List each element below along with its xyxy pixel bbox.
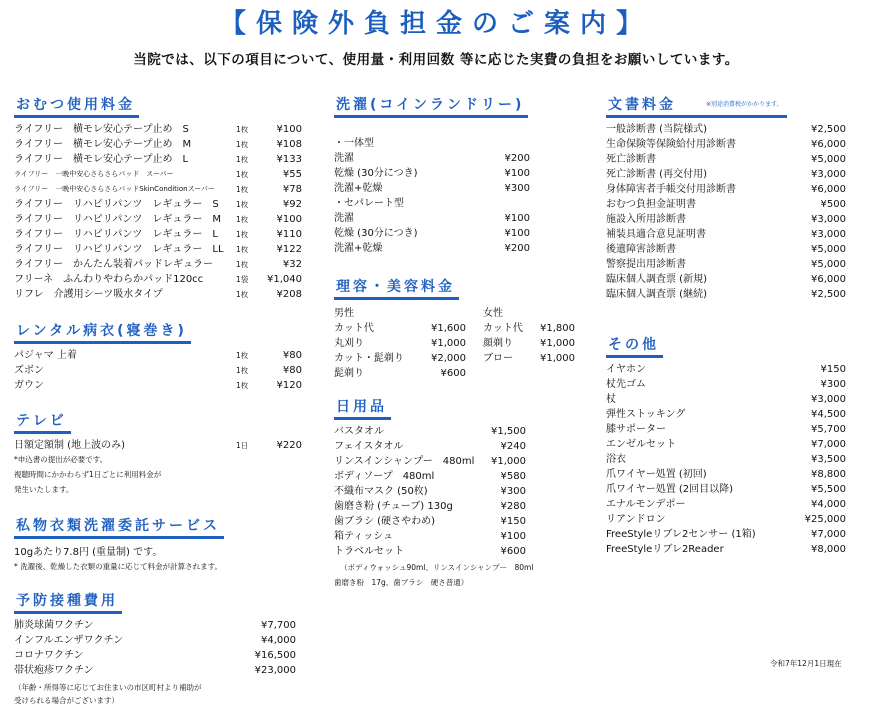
- item-name: 不織布マスク (50枚): [334, 486, 428, 497]
- item-price: ¥23,000: [254, 665, 296, 676]
- other-heading: その他: [606, 336, 663, 358]
- tv-note: *申込書の提出が必要です。: [14, 455, 108, 464]
- laundry-service-heading: 私物衣類洗濯委託サービス: [14, 517, 224, 539]
- item-price: ¥4,000: [811, 499, 846, 510]
- item-unit: 1日: [236, 441, 249, 450]
- item-price: ¥600: [500, 546, 526, 557]
- item-price: ¥78: [282, 184, 302, 195]
- list-item: [14, 152, 314, 167]
- item-name: ブロー: [483, 353, 513, 364]
- list-item: [606, 422, 846, 437]
- item-price: ¥122: [276, 244, 302, 255]
- list-item: [334, 469, 574, 484]
- item-name: フリーネ ふんわりやわらかパッド120cc: [14, 274, 204, 285]
- item-name: ライフリー リハビリパンツ レギュラー L: [14, 229, 218, 240]
- list-item: [14, 167, 314, 182]
- item-name: 臨床個人調査票 (継続): [606, 289, 707, 300]
- list-item: [14, 272, 314, 287]
- item-price: ¥2,500: [811, 289, 846, 300]
- item-price: ¥100: [276, 124, 302, 135]
- list-item: [14, 438, 314, 453]
- item-price: ¥150: [500, 516, 526, 527]
- item-name: FreeStyleリブレ2Reader: [606, 544, 724, 555]
- item-price: ¥6,000: [811, 274, 846, 285]
- item-price: ¥280: [500, 501, 526, 512]
- list-item: [14, 242, 314, 257]
- item-name: 爪ワイヤー処置 (初回): [606, 469, 707, 480]
- daily-note: 歯磨き粉 17g、歯ブラシ 硬さ普通）: [334, 578, 469, 587]
- list-item: [606, 392, 846, 407]
- item-unit: 1枚: [236, 185, 249, 194]
- daily-section: [334, 396, 574, 589]
- item-price: ¥5,000: [811, 154, 846, 165]
- item-price: ¥110: [276, 229, 302, 240]
- item-name: 浴衣: [606, 454, 626, 465]
- item-price: ¥6,000: [811, 139, 846, 150]
- tv-note: 発生いたします。: [14, 485, 74, 494]
- item-name: エンゼルセット: [606, 439, 676, 450]
- item-price: ¥3,500: [811, 454, 846, 465]
- item-name: 丸刈り: [334, 338, 364, 349]
- item-name: ボディソープ 480ml: [334, 471, 435, 482]
- item-price: ¥5,000: [811, 244, 846, 255]
- item-price: ¥5,500: [811, 484, 846, 495]
- list-item: [14, 227, 314, 242]
- item-name: ライフリー 一晩中安心さらさらパッドSkinConditionスーパー: [14, 185, 215, 193]
- diaper-section: [14, 94, 314, 302]
- list-item: [334, 366, 466, 381]
- item-price: ¥580: [500, 471, 526, 482]
- item-name: インフルエンザワクチン: [14, 635, 124, 646]
- item-price: ¥55: [282, 169, 302, 180]
- list-item: [606, 197, 846, 212]
- list-item: [606, 497, 846, 512]
- other-section: [606, 334, 846, 557]
- list-item: [334, 544, 574, 559]
- item-name: 洗濯+乾燥: [334, 183, 383, 194]
- list-item: [483, 336, 575, 351]
- list-item: [334, 351, 466, 366]
- list-item: [14, 348, 314, 363]
- item-unit: 1枚: [236, 215, 249, 224]
- list-item: [334, 499, 574, 514]
- item-price: ¥1,000: [540, 353, 575, 364]
- item-unit: 1袋: [236, 275, 249, 284]
- item-price: ¥1,800: [540, 323, 575, 334]
- item-name: 日額定額制 (地上波のみ): [14, 440, 125, 451]
- list-item: [14, 633, 314, 648]
- item-name: 杖先ゴム: [606, 379, 646, 390]
- item-name: コロナワクチン: [14, 650, 84, 661]
- list-item: [606, 452, 846, 467]
- barber-male-list: [334, 321, 466, 381]
- list-item: [334, 336, 466, 351]
- list-item: [606, 437, 846, 452]
- item-price: ¥300: [504, 183, 530, 194]
- item-name: 施設入所用診断書: [606, 214, 686, 225]
- item-name: ライフリー 横モレ安心テープ止め S: [14, 124, 189, 135]
- list-item: [334, 211, 534, 226]
- list-item: [606, 512, 846, 527]
- item-name: ライフリー かんたん装着パッドレギュラー: [14, 259, 213, 270]
- documents-heading: [606, 96, 787, 118]
- coin-laundry-section: [334, 94, 534, 256]
- vaccine-heading: 予防接種費用: [14, 592, 122, 614]
- item-price: ¥220: [276, 440, 302, 451]
- item-price: ¥80: [282, 350, 302, 361]
- item-name: 乾燥 (30分につき): [334, 228, 418, 239]
- list-item: [606, 482, 846, 497]
- item-price: ¥133: [276, 154, 302, 165]
- item-price: ¥100: [504, 228, 530, 239]
- list-item: [483, 351, 575, 366]
- item-name: リアンドロン: [606, 514, 666, 525]
- list-item: [14, 663, 314, 678]
- item-name: 洗濯: [334, 153, 354, 164]
- laundry-service-text: 10gあたり7.8円 (重量制) です。: [14, 547, 163, 558]
- daily-heading: 日用品: [334, 398, 391, 420]
- list-item: [606, 242, 846, 257]
- list-item: [334, 454, 574, 469]
- item-name: リフレ 介護用シーツ吸水タイプ: [14, 289, 163, 300]
- item-price: ¥100: [500, 531, 526, 542]
- list-item: [14, 182, 314, 197]
- list-item: [334, 241, 534, 256]
- item-name: 臨床個人調査票 (新規): [606, 274, 707, 285]
- item-name: 乾燥 (30分につき): [334, 168, 418, 179]
- item-name: 肺炎球菌ワクチン: [14, 620, 94, 631]
- item-price: ¥3,000: [811, 214, 846, 225]
- item-price: ¥3,000: [811, 229, 846, 240]
- item-name: 歯磨き粉 (チューブ) 130g: [334, 501, 453, 512]
- list-item: [14, 648, 314, 663]
- item-name: 警察提出用診断書: [606, 259, 686, 270]
- diaper-list: [14, 122, 314, 302]
- list-item: [14, 378, 314, 393]
- list-item: [334, 226, 534, 241]
- item-price: ¥100: [504, 213, 530, 224]
- item-price: ¥7,000: [811, 529, 846, 540]
- list-item: [334, 439, 574, 454]
- item-name: 膝サポーター: [606, 424, 666, 435]
- coin-laundry-list: [334, 151, 534, 196]
- item-unit: 1枚: [236, 170, 249, 179]
- item-name: イヤホン: [606, 364, 646, 375]
- item-price: ¥1,600: [431, 323, 466, 334]
- coin-laundry-group: ・セパレート型: [334, 198, 404, 209]
- coin-laundry-heading: 洗濯(コインランドリー): [334, 96, 528, 118]
- vaccine-note: 受けられる場合がございます）: [14, 696, 119, 705]
- list-item: [606, 542, 846, 557]
- item-name: おむつ負担金証明書: [606, 199, 696, 210]
- tv-heading: テレビ: [14, 412, 71, 434]
- item-price: ¥1,500: [491, 426, 526, 437]
- item-unit: 1枚: [236, 366, 249, 375]
- item-name: ライフリー リハビリパンツ レギュラー M: [14, 214, 222, 225]
- vaccine-section: [14, 590, 314, 707]
- item-unit: 1枚: [236, 200, 249, 209]
- item-price: ¥1,040: [267, 274, 302, 285]
- item-price: ¥120: [276, 380, 302, 391]
- list-item: [334, 424, 574, 439]
- item-name: 歯ブラシ (硬さやわめ): [334, 516, 435, 527]
- item-unit: 1枚: [236, 125, 249, 134]
- item-unit: 1枚: [236, 381, 249, 390]
- item-price: ¥8,800: [811, 469, 846, 480]
- item-price: ¥3,000: [811, 169, 846, 180]
- other-list: [606, 362, 846, 557]
- list-item: [334, 181, 534, 196]
- item-price: ¥7,000: [811, 439, 846, 450]
- list-item: [14, 363, 314, 378]
- list-item: [14, 212, 314, 227]
- tv-note: 視聴時間にかかわらず1日ごとに利用料金が: [14, 470, 162, 479]
- list-item: [334, 514, 574, 529]
- list-item: [606, 377, 846, 392]
- daily-list: [334, 424, 574, 559]
- item-price: ¥500: [820, 199, 846, 210]
- list-item: [606, 467, 846, 482]
- rental-heading: レンタル病衣(寝巻き): [14, 322, 191, 344]
- item-price: ¥150: [820, 364, 846, 375]
- coin-laundry-group: ・一体型: [334, 138, 374, 149]
- item-name: 後遺障害診断書: [606, 244, 676, 255]
- item-unit: 1枚: [236, 155, 249, 164]
- item-name: ライフリー 横モレ安心テープ止め M: [14, 139, 192, 150]
- item-price: ¥80: [282, 365, 302, 376]
- item-name: FreeStyleリブレ2センサー (1箱): [606, 529, 756, 540]
- list-item: [606, 527, 846, 542]
- list-item: [606, 182, 846, 197]
- list-item: [14, 197, 314, 212]
- item-name: リンスインシャンプー 480ml: [334, 456, 475, 467]
- list-item: [334, 151, 534, 166]
- item-price: ¥240: [500, 441, 526, 452]
- item-unit: 1枚: [236, 260, 249, 269]
- laundry-service-section: [14, 515, 334, 573]
- item-name: トラベルセット: [334, 546, 404, 557]
- daily-note: （ボディウォッシュ90ml、リンスインシャンプー 80ml: [340, 563, 534, 572]
- item-unit: 1枚: [236, 230, 249, 239]
- tv-list: [14, 438, 314, 453]
- rental-section: [14, 320, 314, 393]
- item-price: ¥16,500: [254, 650, 296, 661]
- item-price: ¥300: [820, 379, 846, 390]
- item-price: ¥100: [504, 168, 530, 179]
- item-name: 洗濯+乾燥: [334, 243, 383, 254]
- barber-female-label: 女性: [483, 308, 503, 319]
- vaccine-note: （年齢・所得等に応じてお住まいの市区町村より補助が: [14, 683, 202, 692]
- list-item: [606, 212, 846, 227]
- item-name: 箱ティッシュ: [334, 531, 393, 542]
- item-price: ¥1,000: [491, 456, 526, 467]
- item-name: フェイスタオル: [334, 441, 404, 452]
- item-unit: 1枚: [236, 351, 249, 360]
- item-name: ライフリー 一晩中安心さらさらパッド スーパー: [14, 170, 174, 178]
- item-price: ¥7,700: [261, 620, 296, 631]
- list-item: [606, 287, 846, 302]
- documents-heading-text: 文書料金: [608, 97, 676, 113]
- item-name: 爪ワイヤー処置 (2回目以降): [606, 484, 734, 495]
- list-item: [14, 287, 314, 302]
- page-title: 【保険外負担金のご案内】: [219, 9, 652, 39]
- tv-section: [14, 410, 314, 496]
- item-price: ¥200: [504, 243, 530, 254]
- laundry-service-note: * 洗濯後、乾燥した衣類の重量に応じて料金が計算されます。: [14, 562, 223, 571]
- item-name: カット・髭剃り: [334, 353, 404, 364]
- list-item: [606, 152, 846, 167]
- list-item: [606, 137, 846, 152]
- list-item: [334, 529, 574, 544]
- barber-section: [334, 276, 584, 386]
- item-name: 補装具適合意見証明書: [606, 229, 706, 240]
- barber-female-list: [483, 321, 575, 366]
- footer-date: 令和7年12月1日現在: [770, 659, 842, 668]
- item-name: パジャマ 上着: [14, 350, 77, 361]
- item-name: 一般診断書 (当院様式): [606, 124, 707, 135]
- item-name: ズボン: [14, 365, 44, 376]
- documents-list: [606, 122, 846, 302]
- list-item: [606, 362, 846, 377]
- item-name: 弾性ストッキング: [606, 409, 686, 420]
- item-name: 身体障害者手帳交付用診断書: [606, 184, 736, 195]
- barber-male-label: 男性: [334, 308, 354, 319]
- item-name: ライフリー 横モレ安心テープ止め L: [14, 154, 189, 165]
- list-item: [606, 272, 846, 287]
- item-price: ¥200: [504, 153, 530, 164]
- item-name: バスタオル: [334, 426, 384, 437]
- item-unit: 1枚: [236, 290, 249, 299]
- item-price: ¥2,500: [811, 124, 846, 135]
- item-price: ¥92: [282, 199, 302, 210]
- barber-heading: 理容・美容料金: [334, 278, 459, 300]
- item-price: ¥100: [276, 214, 302, 225]
- item-name: 死亡診断書 (再交付用): [606, 169, 707, 180]
- list-item: [483, 321, 575, 336]
- item-name: エナルモンデポー: [606, 499, 686, 510]
- list-item: [606, 227, 846, 242]
- item-name: 死亡診断書: [606, 154, 656, 165]
- item-name: 洗濯: [334, 213, 354, 224]
- list-item: [14, 618, 314, 633]
- item-unit: 1枚: [236, 140, 249, 149]
- item-price: ¥5,700: [811, 424, 846, 435]
- item-name: カット代: [483, 323, 523, 334]
- item-price: ¥2,000: [431, 353, 466, 364]
- item-price: ¥5,000: [811, 259, 846, 270]
- item-price: ¥1,000: [431, 338, 466, 349]
- item-price: ¥108: [276, 139, 302, 150]
- item-name: 髭剃り: [334, 368, 364, 379]
- item-price: ¥32: [282, 259, 302, 270]
- list-item: [14, 137, 314, 152]
- item-price: ¥3,000: [811, 394, 846, 405]
- item-name: 生命保険等保険給付用診断書: [606, 139, 736, 150]
- list-item: [606, 407, 846, 422]
- list-item: [334, 484, 574, 499]
- item-price: ¥4,000: [261, 635, 296, 646]
- item-name: ライフリー リハビリパンツ レギュラー S: [14, 199, 219, 210]
- documents-heading-note: ※別途消費税がかかります。: [706, 101, 783, 108]
- item-name: 顔剃り: [483, 338, 513, 349]
- rental-list: [14, 348, 314, 393]
- item-price: ¥25,000: [804, 514, 846, 525]
- item-price: ¥4,500: [811, 409, 846, 420]
- item-price: ¥300: [500, 486, 526, 497]
- item-unit: 1枚: [236, 245, 249, 254]
- item-price: ¥1,000: [540, 338, 575, 349]
- item-price: ¥8,000: [811, 544, 846, 555]
- item-name: 帯状疱疹ワクチン: [14, 665, 94, 676]
- list-item: [606, 122, 846, 137]
- item-name: ガウン: [14, 380, 44, 391]
- documents-section: [606, 94, 846, 302]
- diaper-heading: おむつ使用料金: [14, 96, 139, 118]
- list-item: [334, 166, 534, 181]
- item-price: ¥600: [440, 368, 466, 379]
- item-name: カット代: [334, 323, 374, 334]
- list-item: [14, 257, 314, 272]
- item-price: ¥208: [276, 289, 302, 300]
- item-name: ライフリー リハビリパンツ レギュラー LL: [14, 244, 224, 255]
- list-item: [606, 167, 846, 182]
- page-subtitle: 当院では、以下の項目について、使用量・利用回数 等に応じた実費の負担をお願いしています。: [133, 52, 739, 68]
- list-item: [606, 257, 846, 272]
- item-price: ¥6,000: [811, 184, 846, 195]
- coin-laundry-list: [334, 211, 534, 256]
- item-name: 杖: [606, 394, 616, 405]
- list-item: [14, 122, 314, 137]
- list-item: [334, 321, 466, 336]
- vaccine-list: [14, 618, 314, 678]
